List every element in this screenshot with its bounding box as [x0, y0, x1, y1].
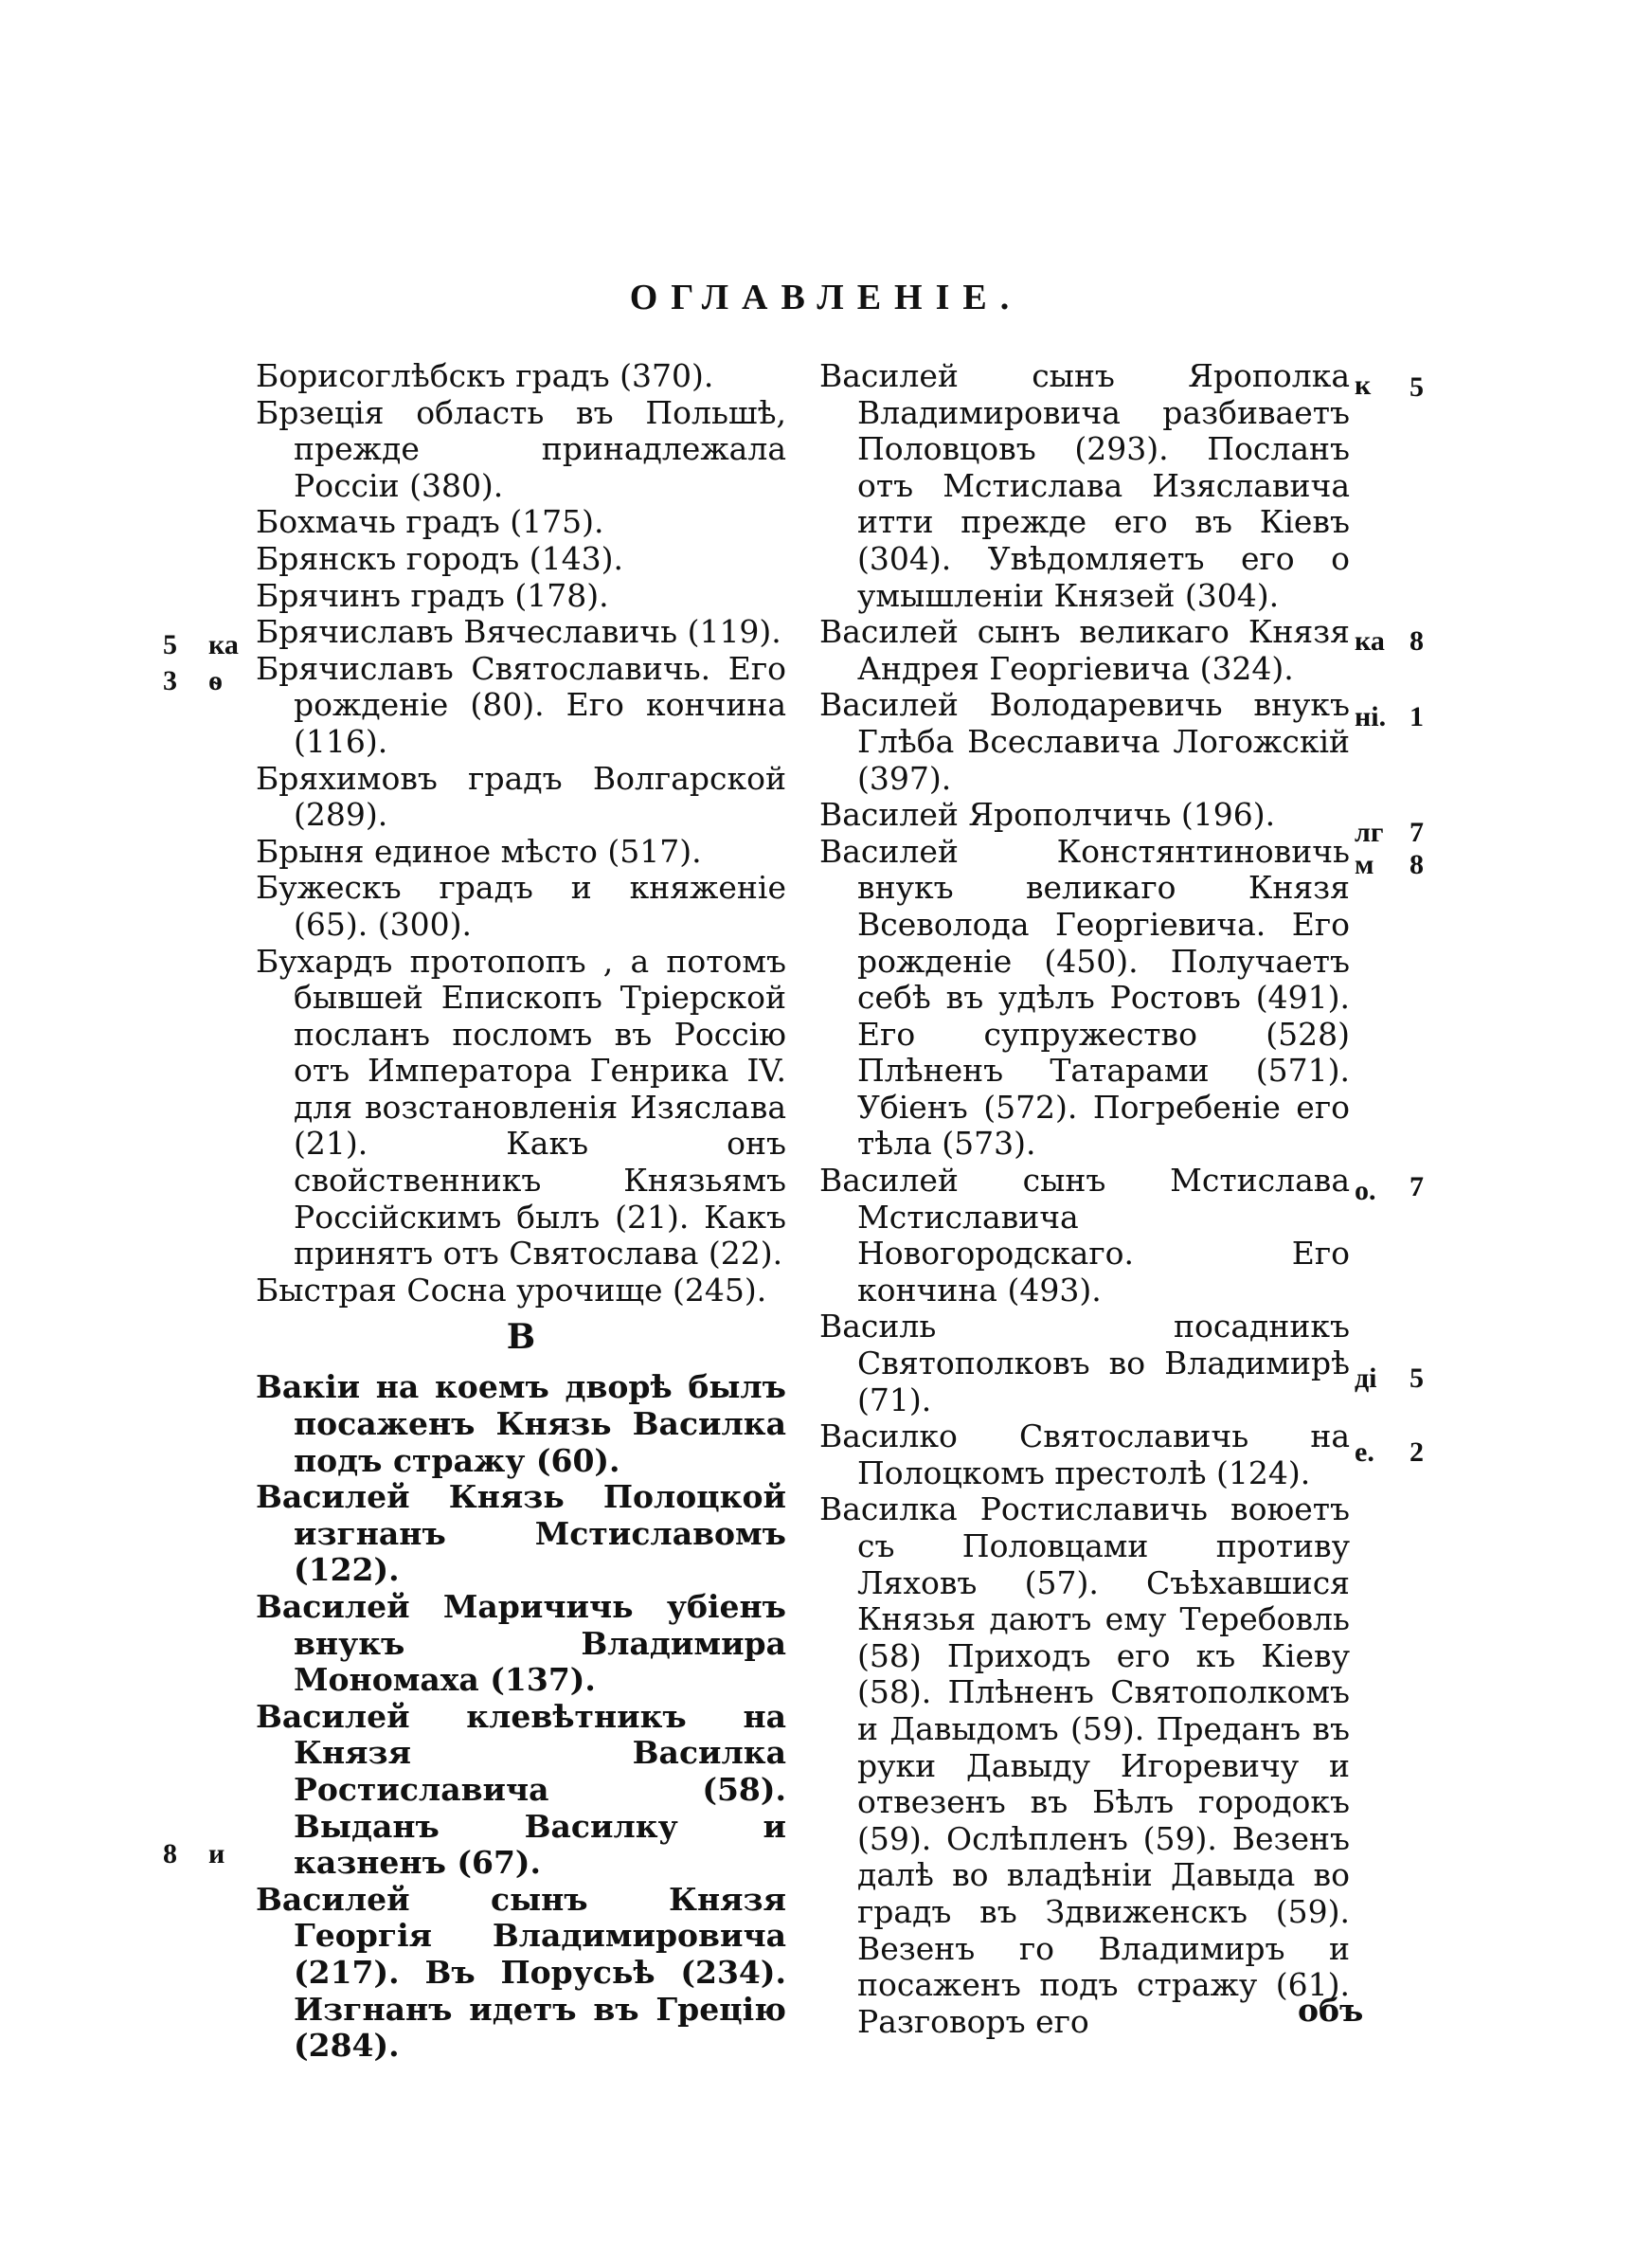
- margin-note: к: [1355, 370, 1372, 401]
- margin-note: м: [1355, 849, 1374, 880]
- margin-note: 5: [1410, 1363, 1424, 1394]
- margin-note: ка: [208, 629, 239, 660]
- index-entry: Борисоглѣбскъ градъ (370).: [256, 357, 714, 394]
- margin-note: 8: [163, 1838, 177, 1869]
- index-entry: Василей Володаревичь внукъ Глѣба Всеславича Логожскій (397).: [819, 686, 1350, 797]
- index-entry: Бухардъ протопопъ , а потомъ бывшей Епископъ Тріерской посланъ посломъ въ Россію отъ Императора Генрика IV. для возстановленія Изяслава (21). Какъ онъ свойственникъ Князьямъ Россійскимъ былъ (21). Какъ принятъ отъ Святослава (22).: [256, 942, 786, 1273]
- index-entry: Брыня единое мѣсто (517).: [256, 832, 702, 870]
- index-entry: Василей Князь Полоцкой изгнанъ Мстиславомъ (122).: [256, 1478, 786, 1589]
- margin-note: ді: [1355, 1363, 1377, 1394]
- margin-note: ка: [1355, 625, 1385, 657]
- margin-note: лг: [1355, 817, 1384, 848]
- margin-note: 2: [1410, 1436, 1424, 1468]
- margin-note: о.: [1355, 1175, 1376, 1206]
- index-entry: Василка Ростиславичь воюетъ съ Половцами противу Ляховъ (57). Съѣхавшися Князья даютъ ему Теребовль (58) Приходъ его къ Кіеву (58). Плѣненъ Святополкомъ и Давыдомъ (59). Преданъ въ руки Давыду Игоревичу и отвезенъ въ Бѣлъ городокъ (59). Ослѣпленъ (59). Везенъ далѣ во владѣніи Давыда во градъ въ Здвиженскъ (59). Везенъ го Владимиръ и посаженъ подъ стражу (61). Разговоръ его: [819, 1490, 1350, 2040]
- page-title: ОГЛАВЛЕНІЕ.: [629, 278, 1023, 317]
- margin-note: ѳ: [208, 665, 223, 696]
- margin-note: 5: [1410, 371, 1424, 403]
- margin-note: 1: [1410, 701, 1424, 732]
- index-entry: Брзеція область въ Польшѣ, прежде принадлежала Россіи (380).: [256, 393, 786, 504]
- index-entry: Брячиславъ Святославичь. Его рожденіе (80). Его кончина (116).: [256, 649, 786, 760]
- margin-note: 3: [163, 665, 177, 696]
- index-entry: Брянскъ городъ (143).: [256, 539, 623, 577]
- index-entry: Василей Констянтиновичь внукъ великаго Князя Всеволода Георгіевича. Его рожденіе (450). Получаетъ себѣ въ удѣлъ Ростовъ (491). Его супружество (528) Плѣненъ Татарами (571). Убіенъ (572). Погребеніе его тѣла (573).: [819, 832, 1350, 1163]
- margin-note: 7: [1410, 1171, 1424, 1202]
- index-entry: Василей сынъ Мстислава Мстиславича Новогородскаго. Его кончина (493).: [819, 1162, 1350, 1309]
- right-column: [819, 358, 1350, 2040]
- margin-note: 8: [1410, 625, 1424, 657]
- index-entry: Быстрая Сосна урочище (245).: [256, 1271, 767, 1309]
- margin-note: ні.: [1355, 701, 1387, 732]
- margin-note: 8: [1410, 849, 1424, 880]
- catchword: объ: [1298, 1992, 1364, 2029]
- margin-note: и: [208, 1838, 225, 1869]
- index-entry: Василей клевѣтникъ на Князя Василка Ростиславича (58). Выданъ Василку и казненъ (67).: [256, 1697, 786, 1882]
- index-entry: Василь посадникъ Святополковъ во Владимирѣ (71).: [819, 1308, 1350, 1418]
- index-entry: Василей сынъ Князя Георгія Владимировича (217). Въ Порусьѣ (234). Изгнанъ идетъ въ Грецію (284).: [256, 1880, 786, 2065]
- margin-note: е.: [1355, 1436, 1374, 1468]
- index-entry: Брячиславъ Вячеславичь (119).: [256, 613, 781, 651]
- index-entry: Бохмачь градъ (175).: [256, 503, 604, 541]
- index-entry: Бужескъ градъ и княженіе (65). (300).: [256, 869, 786, 943]
- margin-note: 7: [1410, 817, 1424, 848]
- margin-note: 5: [163, 629, 177, 660]
- index-entry: Василко Святославичь на Полоцкомъ престолѣ (124).: [819, 1417, 1350, 1491]
- index-entry: Бряхимовъ градъ Волгарской (289).: [256, 759, 786, 834]
- left-column: [256, 358, 786, 2065]
- index-entry: Василей сынъ великаго Князя Андрея Георгіевича (324).: [819, 613, 1350, 687]
- index-entry: Василей Ярополчичь (196).: [819, 796, 1276, 834]
- section-letter: В: [506, 1317, 536, 1358]
- index-entry: Василей сынъ Ярополка Владимировича разбиваетъ Половцовъ (293). Посланъ отъ Мстислава Изяславича итти прежде его въ Кіевъ (304). Увѣдомляетъ его о умышленіи Князей (304).: [819, 357, 1350, 614]
- index-entry: Вакіи на коемъ дворѣ былъ посаженъ Князь Василка подъ стражу (60).: [256, 1368, 786, 1479]
- index-entry: Брячинъ градъ (178).: [256, 576, 609, 614]
- index-entry: Василей Маричичь убіенъ внукъ Владимира Мономаха (137).: [256, 1588, 786, 1699]
